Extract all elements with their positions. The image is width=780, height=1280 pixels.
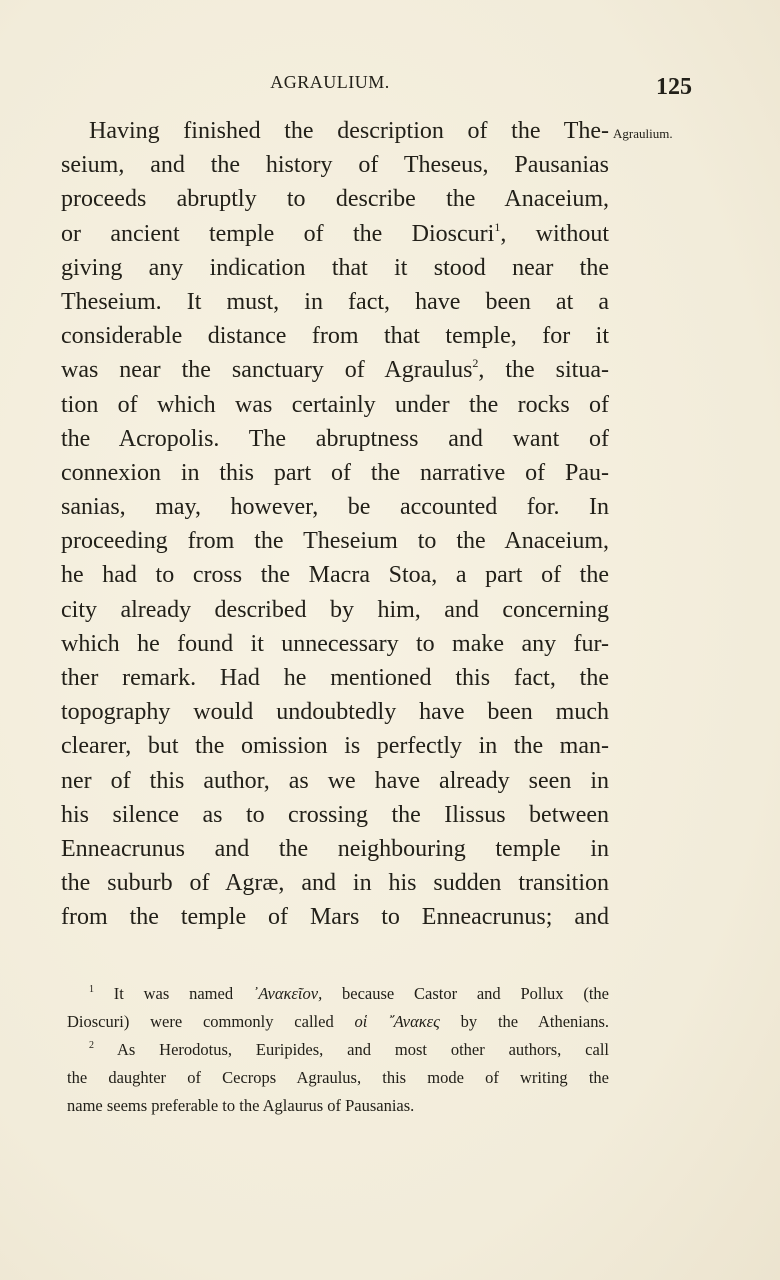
- greek-word: οἱ ῎Ανακες: [354, 1012, 440, 1031]
- text-line: which he found it unnecessary to make any fur-: [61, 630, 609, 657]
- text-line: from the temple of Mars to Enneacrunus; and: [61, 904, 609, 931]
- text-segment: or ancient temple of the Dioscuri: [61, 220, 495, 247]
- margin-note: Agraulium.: [613, 126, 673, 141]
- text-line: the suburb of Agræ, and in his sudden transition: [61, 870, 609, 897]
- text-segment: was near the sanctuary of Agraulus: [61, 357, 473, 384]
- footnote-2-mark: 2: [89, 1040, 94, 1051]
- text-line: topography would undoubtedly have been much: [61, 699, 609, 726]
- text-segment: Dioscuri) were commonly called: [67, 1012, 355, 1031]
- text-line: Enneacrunus and the neighbouring temple in: [61, 835, 609, 862]
- text-line: considerable distance from that temple, for it: [61, 323, 609, 350]
- footnote-2-line: [67, 1036, 609, 1064]
- text-line: ther remark. Had he mentioned this fact, the: [61, 665, 609, 691]
- text-segment: It was named: [113, 984, 253, 1003]
- text-line: Having finished the description of the The-: [89, 118, 609, 144]
- text-line: [61, 353, 609, 387]
- text-line: city already described by him, and concerning: [61, 596, 609, 623]
- footnote-1-line: [67, 980, 609, 1008]
- text-segment: As Herodotus, Euripides, and most other authors, call: [116, 1040, 609, 1059]
- text-line: sanias, may, however, be accounted for. In: [61, 494, 609, 521]
- footnotes: [67, 980, 609, 1120]
- text-segment: by the Athenians.: [439, 1012, 609, 1031]
- text-segment: , without: [500, 220, 609, 247]
- body-text: [61, 114, 609, 935]
- text-line: proceeding from the Theseium to the Anaceium,: [61, 528, 609, 555]
- footnote-1-line: [67, 1008, 609, 1036]
- footnote-ref-1: 1: [494, 219, 501, 234]
- text-line: clearer, but the omission is perfectly in the man-: [61, 733, 609, 760]
- text-line: [61, 217, 609, 251]
- footnote-2-line: the daughter of Cecrops Agraulus, this mode of writing the: [67, 1068, 609, 1087]
- text-line: giving any indication that it stood near the: [61, 254, 609, 281]
- text-line: he had to cross the Macra Stoa, a part of the: [61, 562, 609, 589]
- text-line: his silence as to crossing the Ilissus between: [61, 801, 609, 828]
- footnote-2-line: name seems preferable to the Aglaurus of Pausanias.: [67, 1096, 415, 1115]
- text-line: ner of this author, as we have already seen in: [61, 767, 609, 794]
- text-line: tion of which was certainly under the rocks of: [61, 391, 609, 418]
- text-line: proceeds abruptly to describe the Anaceium,: [61, 186, 609, 213]
- text-line: Theseium. It must, in fact, have been at a: [61, 288, 609, 315]
- footnote-1-mark: 1: [89, 984, 94, 995]
- text-segment: because Castor and Pollux (the: [322, 984, 609, 1003]
- page-number: 125: [656, 74, 692, 100]
- text-line: seium, and the history of Theseus, Pausanias: [61, 152, 609, 179]
- text-line: connexion in this part of the narrative of Pau-: [61, 459, 609, 486]
- running-title: AGRAULIUM.: [270, 72, 390, 92]
- text-line: the Acropolis. The abruptness and want of: [61, 425, 609, 452]
- text-segment: , the situa-: [478, 357, 609, 384]
- greek-word: ᾿Ανακεῖον,: [252, 984, 323, 1003]
- footnote-ref-2: 2: [472, 356, 479, 371]
